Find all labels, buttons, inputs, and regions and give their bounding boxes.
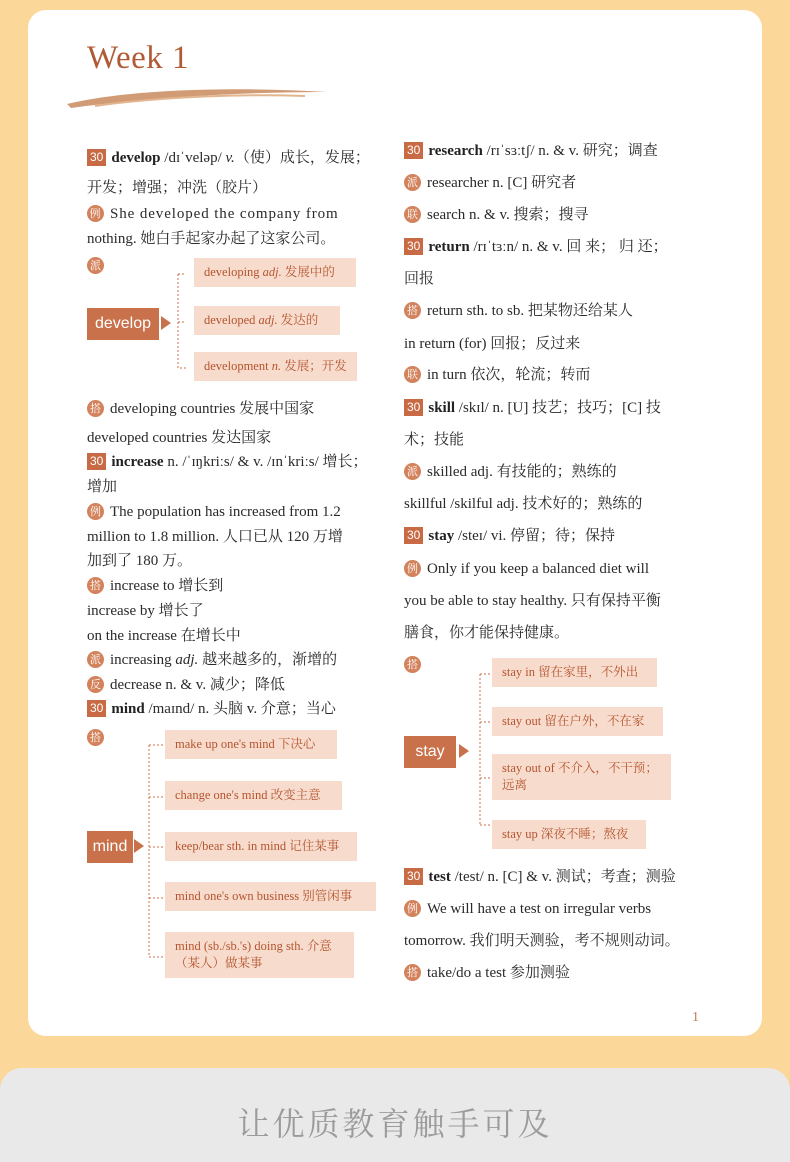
mind-node-2: change one's mind 改变主意 — [165, 781, 342, 810]
develop-collocation-2: developed countries 发达国家 — [87, 430, 272, 446]
page-number: 1 — [692, 1010, 699, 1025]
develop-node-2: developed adj. 发达的 — [194, 306, 340, 335]
stay-node-3: stay out of 不介入，不干预；远离 — [492, 754, 671, 800]
increase-collocation-3: on the increase 在增长中 — [87, 628, 241, 644]
test-example-cont: tomorrow. 我们明天测验，考不规则动词。 — [404, 933, 680, 949]
stay-node-4: stay up 深夜不睡；熬夜 — [492, 820, 646, 849]
mind-root-box: mind — [87, 831, 133, 863]
develop-root-box: develop — [87, 308, 159, 340]
increase-collocation-1: 搭 increase to 增长到 — [87, 576, 223, 596]
entry-develop: 30 develop /dɪˈveləp/ v.（使）成长，发展； — [87, 148, 370, 168]
entry-return: 30 return /rɪˈtɜːn/ n. & v. 回 来； 归 还； — [404, 237, 668, 257]
entry-mind: 30 mind /maɪnd/ n. 头脑 v. 介意；当心 — [87, 699, 336, 719]
develop-node-3: development n. 发展；开发 — [194, 352, 357, 381]
stay-node-2: stay out 留在户外，不在家 — [492, 707, 663, 736]
mind-node-4: mind one's own business 别管闲事 — [165, 882, 376, 911]
footer-slogan: 让优质教育触手可及 — [237, 1105, 553, 1143]
develop-example: 例 She developed the company from — [87, 204, 339, 224]
mind-collocation-badge: 搭 — [87, 728, 110, 748]
stay-example-cont2: 膳食，你才能保持健康。 — [404, 625, 570, 641]
skill-meaning-cont: 术；技能 — [404, 432, 465, 448]
develop-example-cont: nothing. 她白手起家办起了这家公司。 — [87, 231, 336, 247]
entry-skill: 30 skill /skɪl/ n. [U] 技艺；技巧；[C] 技 — [404, 398, 661, 418]
stay-example-cont: you be able to stay healthy. 只有保持平衡 — [404, 593, 661, 609]
mind-node-5: mind (sb./sb.'s) doing sth. 介意（某人）做某事 — [165, 932, 354, 978]
increase-opposite: 反 decrease n. & v. 减少；降低 — [87, 675, 285, 695]
skill-derivative-1: 派 skilled adj. 有技能的；熟练的 — [404, 462, 617, 482]
stay-example: 例 Only if you keep a balanced diet will — [404, 559, 649, 579]
skill-derivative-2: skillful /skilful adj. 技术好的；熟练的 — [404, 496, 643, 512]
research-derivative: 派 researcher n. [C] 研究者 — [404, 173, 576, 193]
increase-collocation-2: increase by 增长了 — [87, 603, 204, 619]
entry-stay: 30 stay /steɪ/ vi. 停留；待；保持 — [404, 526, 615, 546]
increase-meaning-cont: 增加 — [87, 479, 118, 495]
develop-derivative-badge: 派 — [87, 256, 110, 276]
increase-example-cont: million to 1.8 million. 人口已从 120 万增 — [87, 529, 343, 545]
stay-arrow-icon — [459, 744, 469, 758]
increase-derivative: 派 increasing adj. 越来越多的，渐增的 — [87, 650, 337, 670]
develop-collocation-1: 搭 developing countries 发展中国家 — [87, 399, 314, 419]
research-related: 联 search n. & v. 搜索；搜寻 — [404, 205, 589, 225]
entry-research: 30 research /rɪˈsɜːtʃ/ n. & v. 研究；调查 — [404, 141, 658, 161]
stay-root-box: stay — [404, 736, 456, 768]
return-related: 联 in turn 依次，轮流；转而 — [404, 365, 590, 385]
mind-node-1: make up one's mind 下决心 — [165, 730, 337, 759]
mind-node-3: keep/bear sth. in mind 记住某事 — [165, 832, 357, 861]
develop-node-1: developing adj. 发展中的 — [194, 258, 356, 287]
vocabulary-page — [28, 10, 762, 1036]
stay-collocation-badge: 搭 — [404, 655, 427, 675]
return-collocation-2: in return (for) 回报；反过来 — [404, 336, 581, 352]
increase-example-cont2: 加到了 180 万。 — [87, 553, 193, 569]
entry-test: 30 test /test/ n. [C] & v. 测试；考查；测验 — [404, 867, 676, 887]
return-collocation-1: 搭 return sth. to sb. 把某物还给某人 — [404, 301, 633, 321]
stay-node-1: stay in 留在家里，不外出 — [492, 658, 657, 687]
test-collocation: 搭 take/do a test 参加测验 — [404, 963, 570, 983]
return-meaning-cont: 回报 — [404, 271, 435, 287]
entry-increase: 30 increase n. /ˈɪŋkriːs/ & v. /ɪnˈkriːs/ 增长； — [87, 452, 368, 472]
page-title: Week 1 — [87, 40, 190, 76]
test-example: 例 We will have a test on irregular verbs — [404, 899, 651, 919]
develop-meaning-cont: 开发；增强；冲洗（胶片） — [87, 180, 268, 196]
increase-example: 例 The population has increased from 1.2 — [87, 502, 341, 522]
